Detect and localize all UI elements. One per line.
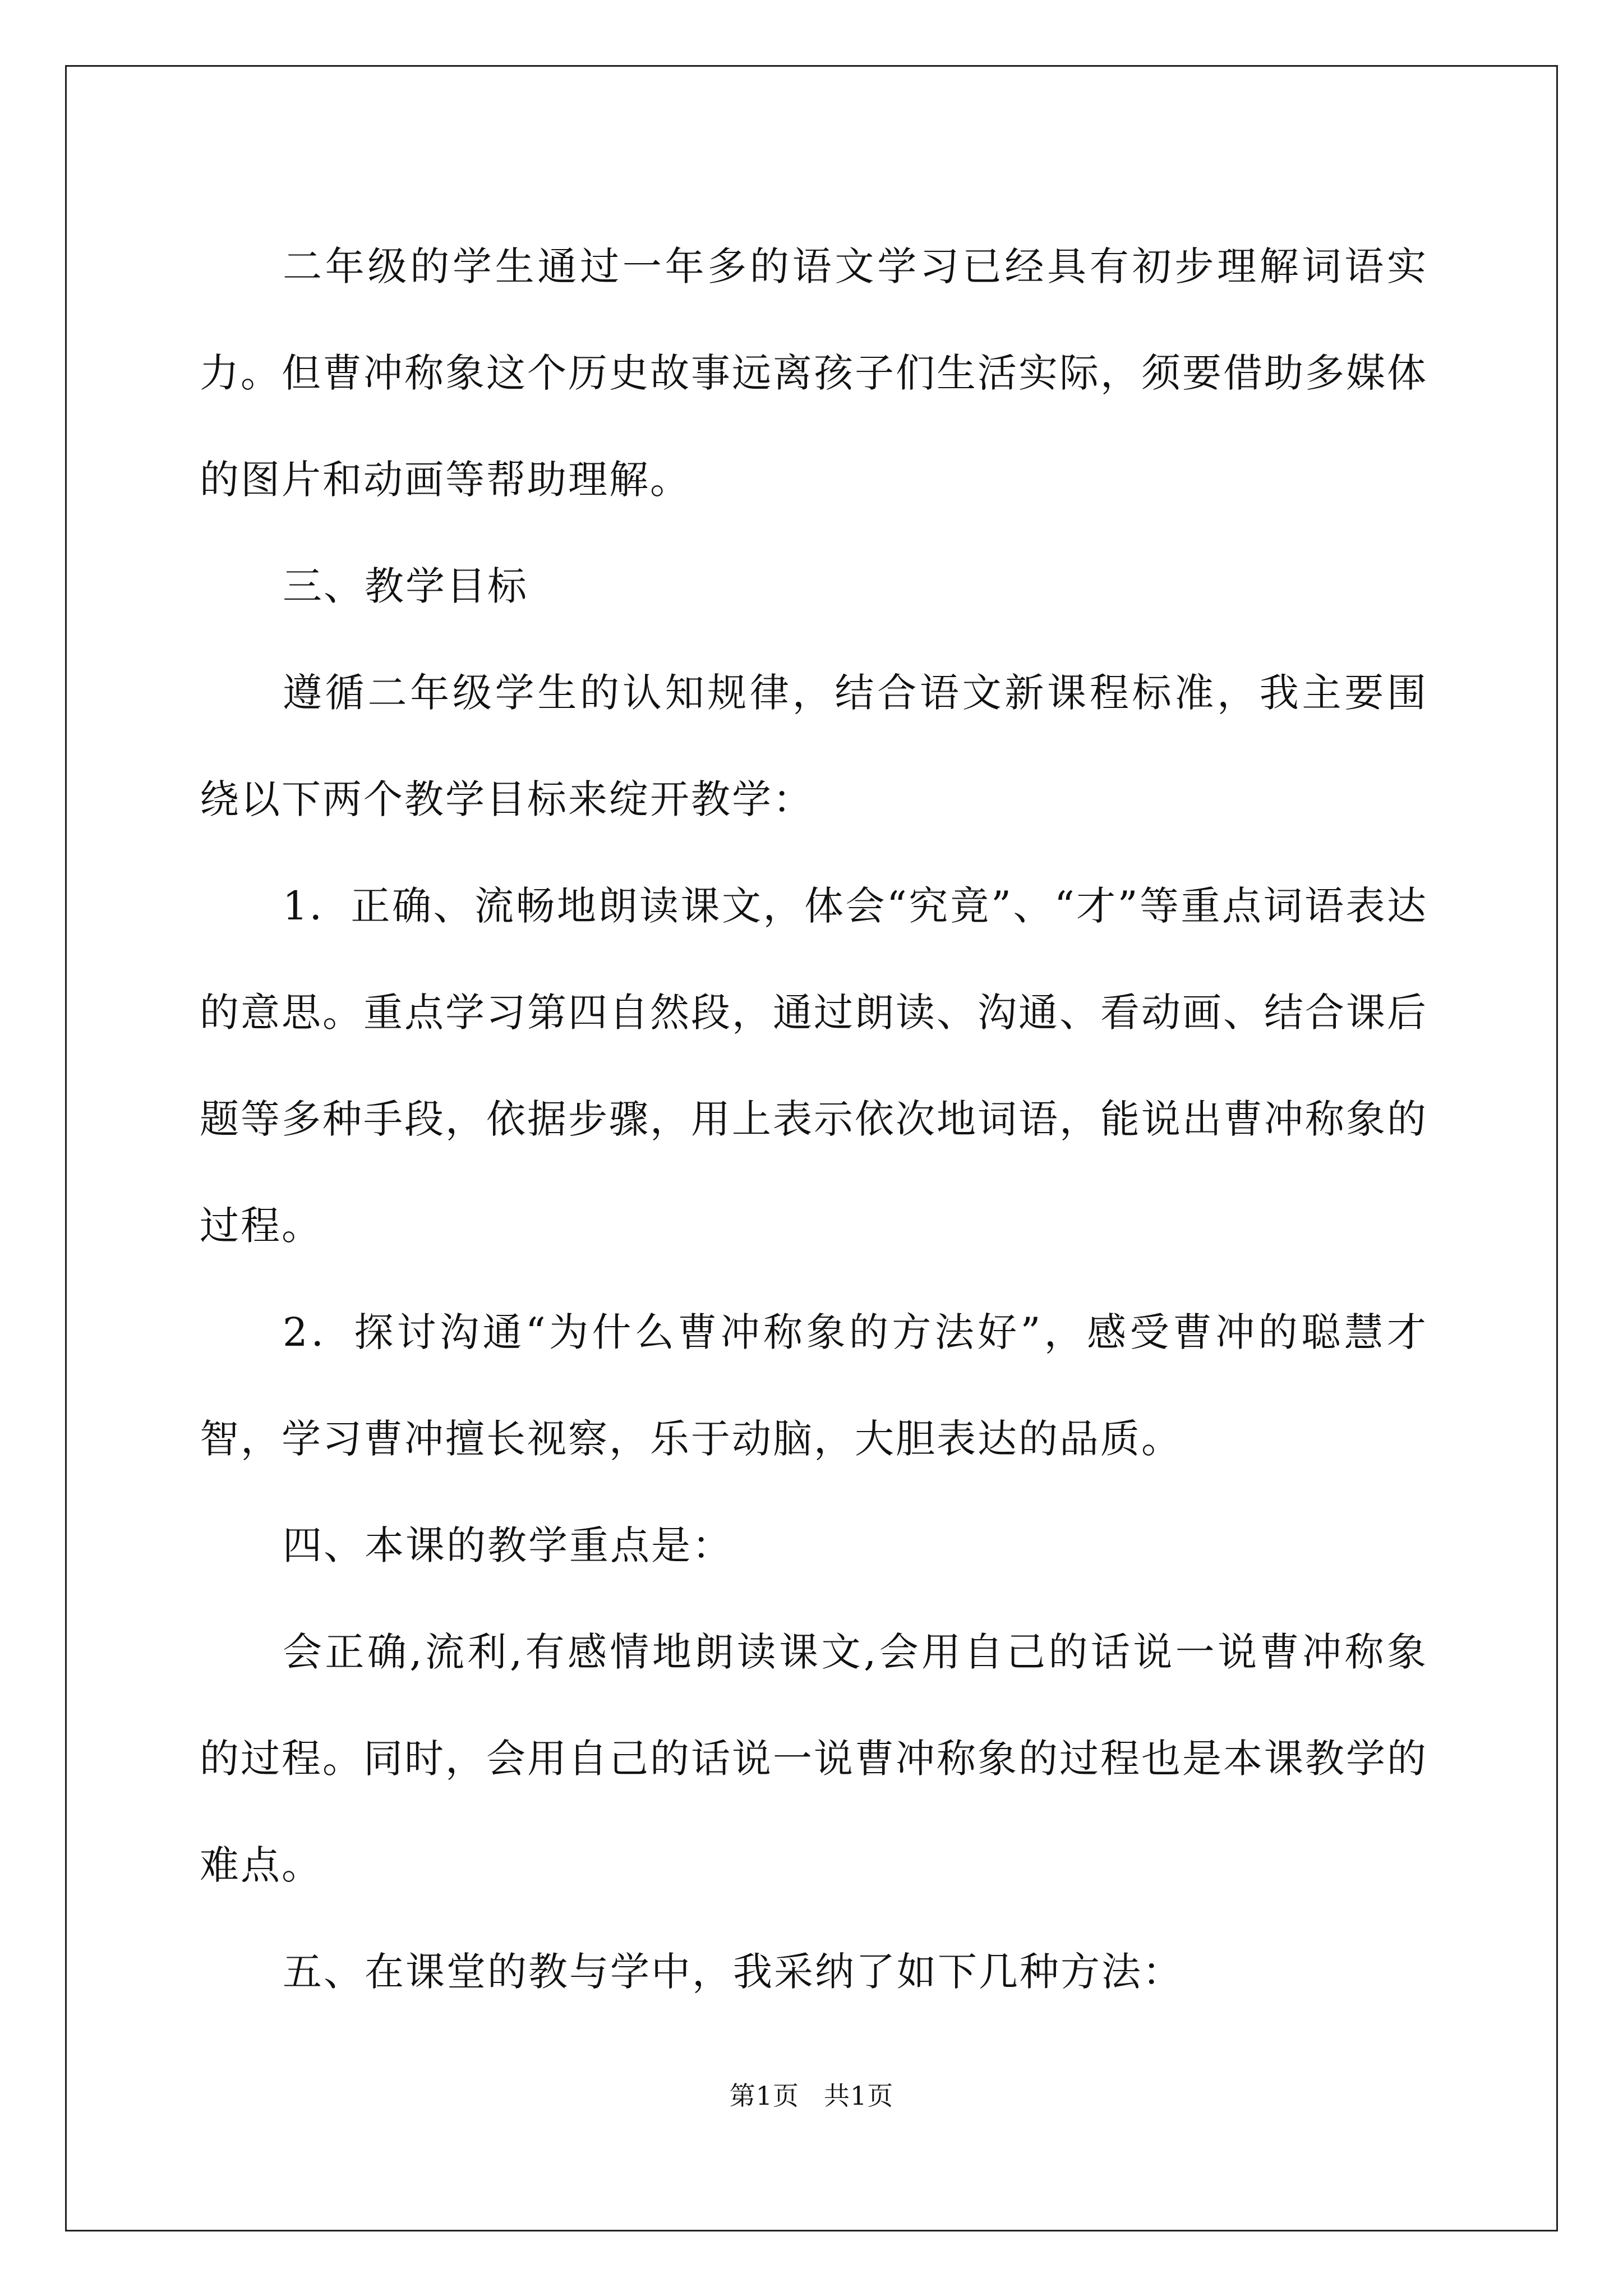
heading-teaching-goals: 三、教学目标 <box>283 563 528 609</box>
page-number-total: 共1页 <box>824 2081 894 2111</box>
paragraph-student-analysis: 二年级的学生通过一年多的语文学习已经具有初步理解词语实力。但曹冲称象这个历史故事远离孩子们生活实际，须要借助多媒体的图片和动画等帮助理解。 <box>200 243 1428 503</box>
paragraph-goals-intro: 遵循二年级学生的认知规律，结合语文新课程标准，我主要围绕以下两个教学目标来绽开教学： <box>200 670 1428 822</box>
document-body <box>200 213 1428 2025</box>
page-footer <box>0 2076 1623 2113</box>
heading-key-points: 四、本课的教学重点是： <box>283 1522 733 1568</box>
paragraph-key-points: 会正确,流利,有感情地朗读课文,会用自己的话说一说曹冲称象的过程。同时，会用自己的话说一说曹冲称象的过程也是本课教学的难点。 <box>200 1629 1428 1888</box>
page-number-current: 第1页 <box>729 2081 799 2111</box>
paragraph-goal-2: 2．探讨沟通“为什么曹冲称象的方法好”，感受曹冲的聪慧才智，学习曹冲擅长视察，乐于动脑，大胆表达的品质。 <box>200 1309 1428 1462</box>
paragraph-goal-1: 1．正确、流畅地朗读课文，体会“究竟”、“才”等重点词语表达的意思。重点学习第四自然段，通过朗读、沟通、看动画、结合课后题等多种手段，依据步骤，用上表示依次地词语，能说出曹冲称象的过程。 <box>200 883 1428 1249</box>
heading-teaching-methods: 五、在课堂的教与学中，我采纳了如下几种方法： <box>283 1949 1183 1995</box>
